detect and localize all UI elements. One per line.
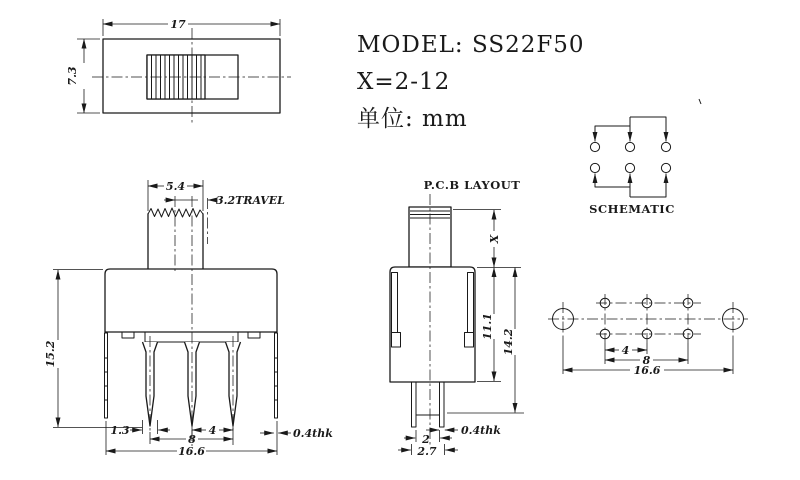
terminal-holes (600, 298, 693, 339)
foot-left (122, 332, 134, 338)
dim-14-2-text: 14.2 (502, 328, 515, 356)
mounting-leg-left (105, 333, 108, 418)
dimension-5-4 (148, 180, 203, 211)
dim-17-text: 17 (170, 18, 186, 31)
dim-travel-text: 3.2TRAVEL (216, 194, 285, 207)
switch-body-front (105, 269, 277, 332)
dimension-17 (103, 18, 280, 36)
dim-1-3-text: 1.3 (110, 424, 130, 437)
side-view (390, 178, 524, 458)
dimension-2 (404, 430, 452, 446)
dimension-7-3 (66, 39, 100, 113)
dim-thk-side-text: 0.4thk (461, 424, 501, 437)
dimension-2-7 (398, 444, 458, 458)
dim-8-text: 8 (188, 433, 196, 446)
solder-leg-left (412, 382, 417, 427)
schematic-wires-bottom (595, 174, 666, 197)
dim-2-text: 2 (422, 433, 430, 446)
dim-thk-front-text: 0.4thk (293, 427, 333, 440)
schematic-contacts (590, 142, 670, 172)
dimension-travel (164, 194, 285, 207)
dim-4-text: 4 (208, 424, 217, 437)
unit-text: 单位: mm (357, 106, 468, 132)
solder-leg-right (440, 382, 445, 427)
dim-11-1-text: 11.1 (481, 313, 494, 340)
dimension-x (453, 210, 521, 268)
dim-mount-16-6-text: 16.6 (633, 364, 661, 377)
dimension-hole-pitch (605, 344, 647, 357)
dim-16-6-text: 16.6 (178, 445, 205, 458)
foot-right (248, 332, 260, 338)
dimension-mount-span (563, 364, 733, 377)
front-view (44, 180, 333, 458)
schematic-label: SCHEMATIC (589, 202, 675, 216)
dimension-11-1 (477, 268, 501, 382)
schematic-wires-top (595, 117, 666, 141)
dim-x-text: X (488, 234, 501, 244)
model-text: MODEL: SS22F50 (357, 32, 585, 58)
dim-7-3-text: 7.3 (66, 66, 79, 86)
dim-hole-4-text: 4 (621, 344, 630, 357)
pcb-hole-view (548, 294, 748, 377)
dim-2-7-text: 2.7 (417, 445, 437, 458)
title-block (357, 32, 585, 132)
pcb-layout-label: P.C.B LAYOUT (423, 178, 521, 192)
mounting-leg-right (275, 333, 278, 418)
switch-body-side (390, 267, 475, 382)
dimension-span-8 (150, 432, 233, 446)
dimension-1-3 (110, 420, 170, 437)
dim-5-4-text: 5.4 (165, 180, 186, 193)
dimension-pitch-4 (192, 423, 233, 445)
dim-hole-8-text: 8 (642, 354, 651, 367)
knob-serration (148, 208, 203, 217)
top-view (66, 18, 291, 124)
bottom-flange (145, 332, 238, 342)
stray-mark (699, 99, 701, 104)
dimension-thk-front (260, 427, 333, 440)
x-range-text: X=2-12 (357, 69, 451, 95)
schematic-view (589, 99, 701, 216)
dim-15-2-text: 15.2 (44, 340, 57, 368)
dimension-thk-side (426, 424, 501, 437)
